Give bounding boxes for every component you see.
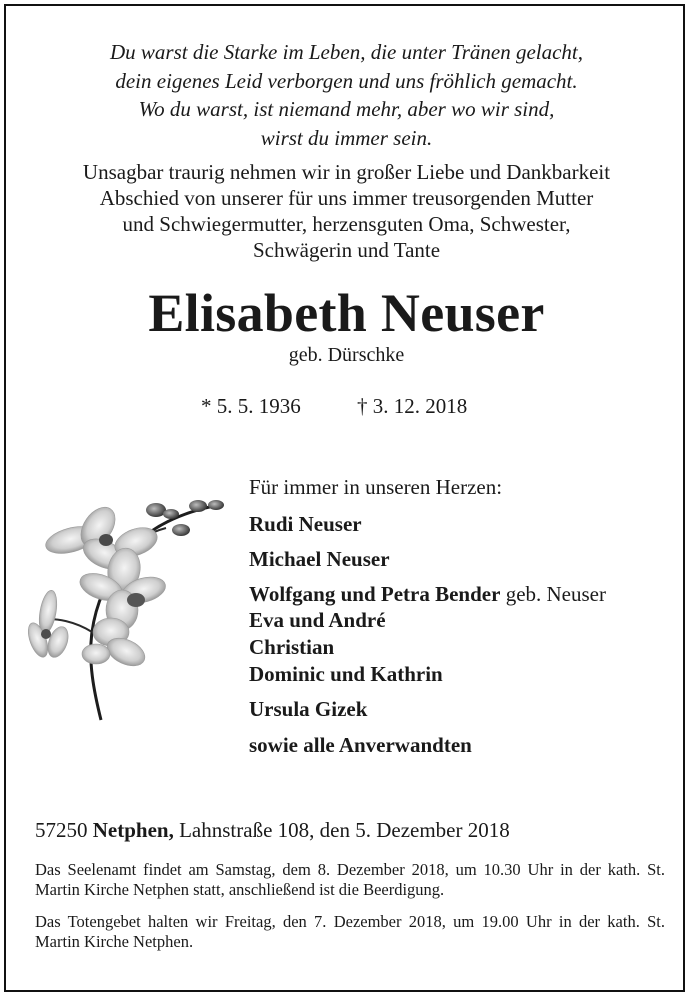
intro-line: Schwägerin und Tante: [252, 238, 441, 262]
mourner-name: Rudi Neuser: [249, 512, 362, 536]
intro-line: Unsagbar traurig nehmen wir in großer Liebe und Dankbarkeit: [82, 160, 611, 184]
mourner-name: Michael Neuser: [249, 547, 390, 571]
mourner-name: Eva und André: [249, 608, 386, 632]
funeral-notice: Das Seelenamt findet am Samstag, dem 8. Dezember 2018, um 10.30 Uhr in der kath. St. Martin Kirche Netphen statt, anschließend ist die Beerdigung.: [35, 860, 665, 899]
mourner-name: Wolfgang und Petra Bender: [249, 582, 501, 606]
poem-line: Wo du warst, ist niemand mehr, aber wo wir sind,: [138, 97, 555, 121]
poem-line: dein eigenes Leid verborgen und uns fröhlich gemacht.: [115, 68, 578, 93]
mourner-suffix: geb. Neuser: [500, 582, 606, 606]
death-date: † 3. 12. 2018: [357, 394, 468, 418]
poem-line: Du warst die Starke im Leben, die unter Tränen gelacht,: [109, 40, 584, 64]
mourner-name: Christian: [249, 635, 335, 659]
deceased-name: Elisabeth Neuser: [148, 283, 545, 343]
poem-line: wirst du immer sein.: [260, 125, 433, 150]
orchid-icon: [26, 492, 231, 732]
intro-text: [0, 159, 693, 263]
mourner-entry: [249, 581, 606, 607]
mourners-heading: Für immer in unseren Herzen:: [249, 475, 503, 499]
maiden-name: geb. Dürschke: [288, 344, 405, 366]
poem: [0, 38, 693, 152]
address-zip: 57250: [35, 818, 93, 842]
mourner-name: sowie alle Anverwandten: [249, 733, 472, 757]
address-rest: Lahnstraße 108, den 5. Dezember 2018: [173, 818, 510, 842]
birth-date: * 5. 5. 1936: [201, 394, 301, 418]
mourner-name: Dominic und Kathrin: [249, 662, 443, 686]
address-city: Netphen,: [92, 818, 174, 842]
mourner-name: Ursula Gizek: [249, 697, 368, 721]
address-line: [35, 817, 510, 843]
prayer-notice: Das Totengebet halten wir Freitag, den 7. Dezember 2018, um 19.00 Uhr in der kath. St. Martin Kirche Netphen.: [35, 912, 665, 951]
intro-line: und Schwiegermutter, herzensguten Oma, Schwester,: [122, 212, 571, 236]
intro-line: Abschied von unserer für uns immer treusorgenden Mutter: [99, 186, 594, 210]
